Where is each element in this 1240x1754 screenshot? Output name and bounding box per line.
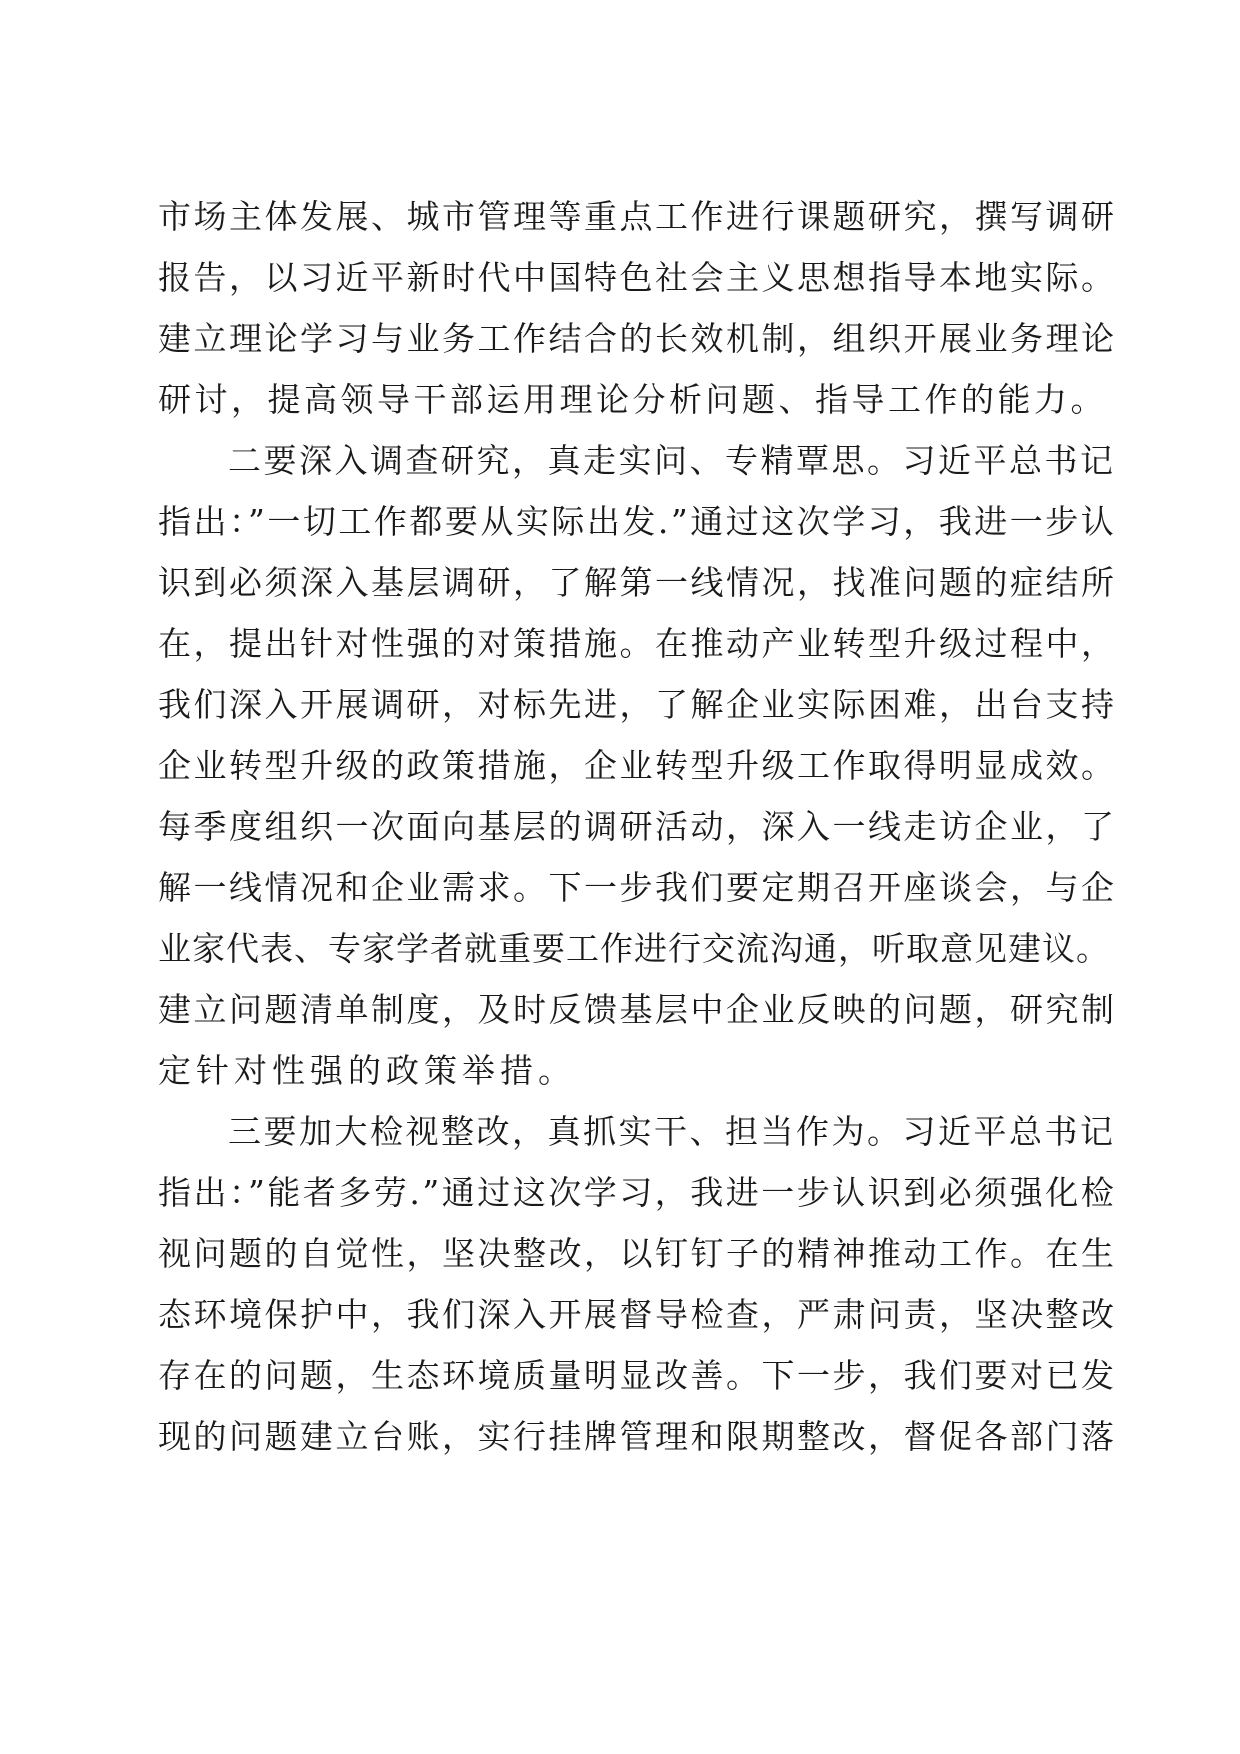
- text-line: 在，提出针对性强的对策措施。在推动产业转型升级过程中，: [158, 624, 1117, 663]
- text-line: 研讨，提高领导干部运用理论分析问题、指导工作的能力。: [158, 380, 1107, 419]
- text-line: 每季度组织一次面向基层的调研活动，深入一线走访企业，了: [158, 807, 1117, 846]
- text-line: 企业转型升级的政策措施，企业转型升级工作取得明显成效。: [158, 746, 1117, 785]
- text-line: 识到必须深入基层调研，了解第一线情况，找准问题的症结所: [158, 563, 1117, 602]
- document-body: [158, 186, 1118, 1467]
- text-line: 建立理论学习与业务工作结合的长效机制，组织开展业务理论: [158, 319, 1117, 358]
- text-line: 视问题的自觉性，坚决整改，以钉钉子的精神推动工作。在生: [158, 1234, 1117, 1273]
- text-line: 市场主体发展、城市管理等重点工作进行课题研究，撰写调研: [158, 197, 1117, 236]
- text-line: 指出：”一切工作都要从实际出发.”通过这次学习，我进一步认: [158, 502, 1117, 541]
- text-line: 定针对性强的政策举措。: [158, 1051, 576, 1090]
- text-line: 报告，以习近平新时代中国特色社会主义思想指导本地实际。: [158, 258, 1117, 297]
- text-line: 现的问题建立台账，实行挂牌管理和限期整改，督促各部门落: [158, 1417, 1117, 1456]
- text-line: 存在的问题，生态环境质量明显改善。下一步，我们要对已发: [158, 1356, 1117, 1395]
- text-line: 业家代表、专家学者就重要工作进行交流沟通，听取意见建议。: [158, 929, 1110, 968]
- text-line: 解一线情况和企业需求。下一步我们要定期召开座谈会，与企: [158, 868, 1117, 907]
- text-line: 指出：”能者多劳.”通过这次学习，我进一步认识到必须强化检: [158, 1173, 1117, 1212]
- text-line: 我们深入开展调研，对标先进，了解企业实际困难，出台支持: [158, 685, 1117, 724]
- text-line: 建立问题清单制度，及时反馈基层中企业反映的问题，研究制: [158, 990, 1117, 1029]
- text-line: 态环境保护中，我们深入开展督导检查，严肃问责，坚决整改: [158, 1295, 1117, 1334]
- text-line: 三要加大检视整改，真抓实干、担当作为。习近平总书记: [228, 1112, 1116, 1151]
- text-line: 二要深入调查研究，真走实问、专精覃思。习近平总书记: [228, 441, 1116, 480]
